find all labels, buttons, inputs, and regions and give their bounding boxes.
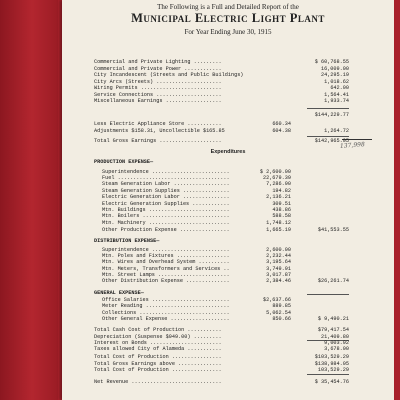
row-label: Other Distribution Expense ..............	[102, 278, 230, 284]
row-label: Mtn. Buildings ..........................	[102, 207, 230, 213]
section-heading	[94, 158, 349, 166]
row-amount-total: 1,018.62	[324, 79, 349, 85]
row-amount-total: $144,229.77	[314, 112, 349, 118]
row-amount-detail: 889.85	[272, 303, 291, 309]
row-label: Adjustments $158.31, Uncollectible $165.85	[94, 128, 225, 134]
row-label: Total Gross Earnings above ..............	[94, 361, 222, 367]
row-label: Mtn. Meters, Transformers and Services ..	[102, 266, 230, 272]
row-amount-detail: 2,600.00	[266, 247, 291, 253]
row-label: Taxes allowed City of Alameda ...........	[94, 346, 222, 352]
row-label: Other General Expense ...................	[102, 316, 230, 322]
row-amount-total: 9,003.92	[324, 340, 349, 346]
row-label: Meter Reading ...........................	[102, 303, 230, 309]
row-label: Mtn. Street Lamps .......................	[102, 272, 230, 278]
row-label: Net Revenue .............................	[94, 379, 222, 385]
row-amount-detail: 850.66	[272, 316, 291, 322]
report-title: Municipal Electric Light Plant	[131, 11, 325, 25]
row-amount-total: 24,295.19	[320, 72, 349, 78]
row-amount-total: $142,965.05	[314, 138, 349, 144]
row-label: Mtn. Boilers ............................	[102, 213, 230, 219]
row-amount-detail: 438.86	[272, 207, 291, 213]
row-label: Steam Generation Labor ..................	[102, 181, 230, 187]
row-label: Commercial and Private Power ............	[94, 66, 222, 72]
red-binder-cover	[0, 0, 58, 400]
row-amount-total: 103,529.29	[317, 367, 349, 373]
row-amount-total: $ 60,768.55	[314, 59, 349, 65]
report-intro-line: The Following is a Full and Detailed Report of the	[157, 3, 299, 11]
row-amount-detail: 7,286.90	[266, 181, 291, 187]
row-amount-total: 1,933.74	[324, 98, 349, 104]
row-amount-detail: 194.82	[272, 188, 291, 194]
row-amount-total: 21,409.80	[320, 334, 349, 340]
row-label: Collections .............................	[102, 310, 230, 316]
ledger-row	[94, 366, 349, 374]
row-amount-total: $26,261.74	[317, 278, 349, 284]
row-label: Superintendence .........................	[102, 169, 230, 175]
row-label: Office Salaries .........................	[102, 297, 230, 303]
row-label: Total Cash Cost of Production ...........	[94, 327, 222, 333]
row-amount-total: $41,553.55	[317, 227, 349, 233]
row-label: Interest on Bonds .......................	[94, 340, 222, 346]
report-period: For Year Ending June 30, 1915	[184, 28, 272, 36]
row-label: Mtn. Wires and Overhead System ..........	[102, 259, 230, 265]
ledger-row	[94, 226, 349, 234]
row-label: Superintendence .........................	[102, 247, 230, 253]
ledger-row	[94, 127, 349, 135]
row-amount-detail: 309.51	[272, 201, 291, 207]
row-label: Miscellaneous Earnings ..................	[94, 98, 222, 104]
row-label: Mtn. Poles and Fixtures .................	[102, 253, 230, 259]
row-amount-total: 16,009.00	[320, 66, 349, 72]
subtotal-rule	[307, 108, 349, 109]
row-label: Service Connections .....................	[94, 92, 222, 98]
row-amount-detail: $2,637.66	[262, 297, 291, 303]
ledger-row	[94, 378, 349, 386]
row-label: PRODUCTION EXPENSE—	[94, 159, 154, 165]
row-amount-detail: 2,136.21	[266, 194, 291, 200]
row-label: City Arcs (Streets) .....................	[94, 79, 222, 85]
row-label: DISTRIBUTION EXPENSE—	[94, 238, 160, 244]
ledger-row	[94, 97, 349, 105]
ledger-row	[94, 345, 349, 353]
row-label: Mtn. Machinery ..........................	[102, 220, 230, 226]
ledger-row	[94, 315, 349, 323]
ledger-row	[94, 277, 349, 285]
row-amount-detail: 3,195.64	[266, 259, 291, 265]
row-amount-detail: 2,384.46	[266, 278, 291, 284]
report-page	[62, 0, 394, 400]
row-label: Steam Generation Supplies ...............	[102, 188, 230, 194]
row-label: GENERAL EXPENSE—	[94, 290, 144, 296]
row-label: Wiring Permits ..........................	[94, 85, 222, 91]
row-label: Other Production Expense ................	[102, 227, 230, 233]
expenditures-heading: Expenditures	[210, 149, 246, 155]
row-amount-total: $ 9,490.21	[317, 316, 349, 322]
row-amount-total: 1,264.72	[324, 128, 349, 134]
row-amount-detail: 2,232.44	[266, 253, 291, 259]
net-revenue-rule	[307, 374, 349, 375]
row-label: Less Electric Appliance Store ...........	[94, 121, 222, 127]
row-label: Total Gross Earnings ....................	[94, 138, 222, 144]
section-heading	[94, 237, 349, 245]
row-amount-total: $103,529.29	[314, 354, 349, 360]
row-label: Total Cost of Production ................	[94, 354, 222, 360]
row-label: Electric Generation Supplies ............	[102, 201, 230, 207]
row-amount-total: 3,678.00	[324, 346, 349, 352]
ledger-row	[94, 137, 349, 145]
row-label: City Incandescent (Streets and Public Buildings)	[94, 72, 244, 78]
row-label: Fuel ....................................	[102, 175, 230, 181]
row-amount-total: 642.00	[330, 85, 349, 91]
row-amount-detail: 660.34	[272, 121, 291, 127]
row-amount-detail: 1,748.12	[266, 220, 291, 226]
row-amount-detail: 22,679.39	[262, 175, 291, 181]
row-label: Electric Generation Labor ...............	[102, 194, 230, 200]
ledger-row	[94, 111, 349, 119]
row-amount-total: $ 35,454.76	[314, 379, 349, 385]
row-amount-detail: 588.58	[272, 213, 291, 219]
row-amount-detail: 5,062.54	[266, 310, 291, 316]
row-amount-detail: 604.38	[272, 128, 291, 134]
row-label: Commercial and Private Lighting .........	[94, 59, 222, 65]
row-amount-detail: 1,665.19	[266, 227, 291, 233]
row-amount-total: 1,564.41	[324, 92, 349, 98]
row-amount-total: $79,417.54	[317, 327, 349, 333]
row-amount-detail: $ 2,600.00	[259, 169, 291, 175]
handwritten-correction: 137,998	[339, 141, 366, 150]
row-label: Total Cost of Production ................	[94, 367, 222, 373]
row-label: Depreciation (Suspense $949.00) .........	[94, 334, 222, 340]
row-amount-detail: 3,017.87	[266, 272, 291, 278]
row-amount-total: $138,984.05	[314, 361, 349, 367]
row-amount-detail: 3,749.91	[266, 266, 291, 272]
